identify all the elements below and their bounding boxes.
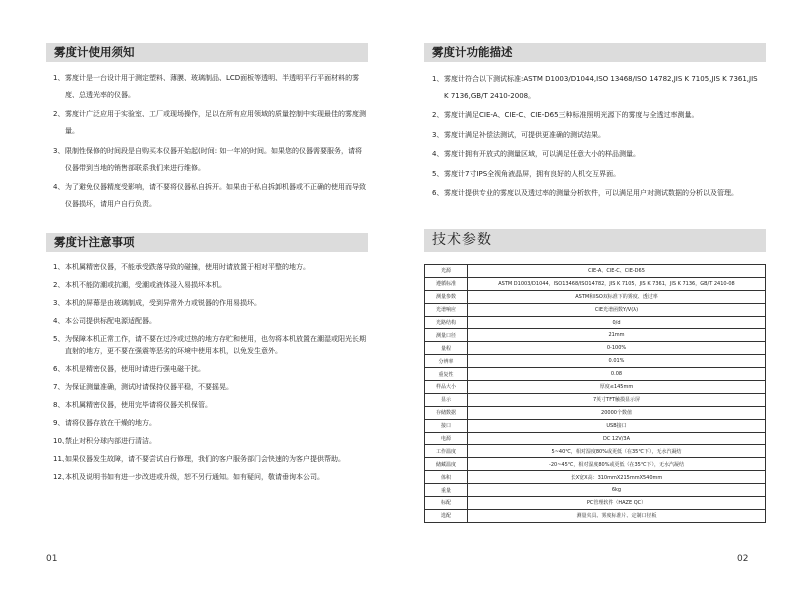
right-page — [397, 0, 793, 598]
item-text: 雾度计提供专业的雾度以及透过率的测量分析软件，可以满足用户对测试数据的分析以及管理。 — [444, 188, 738, 197]
features-list — [432, 71, 760, 204]
spec-key: 光路结构 — [425, 316, 468, 329]
item-text: 雾度计是一台设计用于测定塑料、薄膜、玻璃制品、LCD面板等透明、半透明平行平面材料的雾度、总透光率的仪器。 — [65, 74, 360, 99]
item-text: 雾度计满足CIE-A、CIE-C、CIE-D65三种标准照明光源下的雾度与全透过率测量。 — [444, 111, 699, 120]
list-item — [53, 261, 371, 273]
item-number: 3、 — [53, 299, 65, 307]
spec-key: 工作温度 — [425, 445, 468, 458]
item-number: 8、 — [53, 401, 65, 409]
item-number: 6、 — [53, 365, 65, 373]
spec-key: 样品大小 — [425, 381, 468, 394]
table-row — [425, 277, 766, 290]
item-number: 2、 — [53, 110, 65, 119]
list-item — [53, 453, 371, 465]
item-text: 如果仪器发生故障，请不要尝试自行修理，我们的客户服务部门会快速的为客户提供帮助。 — [65, 455, 345, 463]
notes-list — [53, 261, 371, 489]
spec-value: 测量夹具、雾度标准片、定制口径板 — [468, 509, 766, 522]
spec-key: 光谱响应 — [425, 303, 468, 316]
list-item — [53, 297, 371, 309]
spec-key: 接口 — [425, 419, 468, 432]
item-number: 12、 — [53, 473, 69, 481]
spec-key: 选配 — [425, 509, 468, 522]
spec-key: 分辨率 — [425, 355, 468, 368]
spec-value: -20~45℃，相对湿度80%或更低（在35℃下），无水汽凝结 — [468, 458, 766, 471]
table-row — [425, 303, 766, 316]
list-item — [432, 107, 760, 124]
list-item — [53, 435, 371, 447]
table-row — [425, 458, 766, 471]
list-item — [53, 106, 368, 140]
list-item — [53, 417, 371, 429]
table-row — [425, 445, 766, 458]
page-number: 02 — [737, 554, 749, 564]
spec-key: 测量口径 — [425, 329, 468, 342]
spec-key: 重量 — [425, 484, 468, 497]
item-text: 请将仪器存放在干燥的地方。 — [65, 419, 156, 427]
table-row — [425, 497, 766, 510]
item-number: 11、 — [53, 455, 69, 463]
spec-key: 标配 — [425, 497, 468, 510]
table-row — [425, 406, 766, 419]
table-row — [425, 381, 766, 394]
list-item — [53, 179, 368, 213]
item-text: 雾度计7寸IPS全视角液晶屏，拥有良好的人机交互界面。 — [444, 169, 621, 178]
list-item — [53, 381, 371, 393]
spec-key: 体积 — [425, 471, 468, 484]
item-number: 1、 — [53, 74, 65, 82]
item-number: 1、 — [53, 263, 65, 271]
spec-value: 5~40℃，相对湿度80%或更低（在35℃下），无水汽凝结 — [468, 445, 766, 458]
item-number: 3、 — [432, 130, 444, 139]
list-item — [53, 471, 371, 483]
spec-value: 0/d — [468, 316, 766, 329]
spec-value: PC管理软件（HAZE QC） — [468, 497, 766, 510]
table-row — [425, 393, 766, 406]
spec-value: 21mm — [468, 329, 766, 342]
item-text: 限制性保修的时间段是自购买本仪器开始起(时间: 如一年)的时间。如果您的仪器需要服务，请将仪器带到当地的销售部联系我们来进行维修。 — [65, 146, 363, 172]
table-row — [425, 316, 766, 329]
item-number: 10、 — [53, 437, 69, 445]
list-item — [432, 71, 760, 105]
table-row — [425, 471, 766, 484]
page-number: 01 — [46, 554, 58, 564]
notes-section-title: 雾度计注意事项 — [46, 233, 368, 252]
spec-key: 遵循标准 — [425, 277, 468, 290]
spec-value: 6kg — [468, 484, 766, 497]
specs-section-title: 技术参数 — [424, 229, 766, 252]
features-section-title: 雾度计功能描述 — [424, 43, 766, 62]
spec-key: 储藏温度 — [425, 458, 468, 471]
item-text: 雾度计拥有开放式的测量区域，可以满足任意大小的样品测量。 — [444, 150, 640, 159]
item-text: 本机不能防潮或抗潮，受潮或液体浸入易损坏本机。 — [65, 281, 226, 289]
table-row — [425, 432, 766, 445]
item-text: 雾度计满足补偿法测试，可提供更准确的测试结果。 — [444, 130, 605, 139]
list-item — [432, 127, 760, 144]
table-row — [425, 342, 766, 355]
table-row — [425, 509, 766, 522]
spec-value: 厚度≤145mm — [468, 381, 766, 394]
spec-table — [424, 264, 766, 523]
item-number: 3、 — [53, 146, 65, 155]
list-item — [53, 279, 371, 291]
item-text: 禁止对积分球内部进行清洁。 — [65, 437, 156, 445]
spec-value: CIE-A、CIE-C、CIE-D65 — [468, 265, 766, 278]
item-number: 5、 — [53, 335, 65, 343]
item-text: 雾度计广泛应用于实验室、工厂或现场操作，足以在所有应用领域的质量控制中实现最佳的雾度测量。 — [65, 110, 366, 136]
spec-key: 量程 — [425, 342, 468, 355]
spec-value: CIE光谱函数Y/V(λ) — [468, 303, 766, 316]
spec-value: 0.01% — [468, 355, 766, 368]
item-text: 本机的屏幕是由玻璃制成，受到异常外力或锐器的作用易损坏。 — [65, 299, 261, 307]
item-text: 本机属精密仪器，不能承受跌落导致的碰撞，使用时请放置于相对平整的地方。 — [65, 263, 310, 271]
item-number: 5、 — [432, 169, 444, 178]
spec-value: 0-100% — [468, 342, 766, 355]
spec-value: ASTM D1003/D1044，ISO13468/ISO14782，JIS K 7105，JIS K 7361，JIS K 7136，GB/T 2410-08 — [468, 277, 766, 290]
item-text: 本机及说明书如有进一步改进或升级，恕不另行通知。如有疑问，敬请垂询本公司。 — [65, 473, 324, 481]
item-text: 为保障本机正常工作，请不要在过冷或过热的地方存贮和使用，也勿将本机放置在潮湿或阳光长期直射的地方，更不要在强震等恶劣的环境中使用本机，以免发生意外。 — [65, 335, 366, 355]
spec-value: 7英寸TFT触摸显示屏 — [468, 393, 766, 406]
item-text: 雾度计符合以下测试标准:ASTM D1003/D1044,ISO 13468/ISO 14782,JIS K 7105,JIS K 7361,JIS K 7136,GB/T 2410-2008。 — [444, 75, 758, 100]
spec-key: 重复性 — [425, 368, 468, 381]
item-number: 4、 — [432, 150, 444, 159]
spec-value: 20000个数值 — [468, 406, 766, 419]
spec-value: 0.08 — [468, 368, 766, 381]
item-number: 6、 — [432, 188, 444, 197]
spec-value: ASTM和ISO双标准下的雾度、透过率 — [468, 290, 766, 303]
spec-key: 存储数据 — [425, 406, 468, 419]
left-page — [0, 0, 396, 598]
table-row — [425, 265, 766, 278]
table-row — [425, 290, 766, 303]
table-row — [425, 368, 766, 381]
spec-value: USB接口 — [468, 419, 766, 432]
spec-key: 测量参数 — [425, 290, 468, 303]
list-item — [53, 315, 371, 327]
usage-section-title: 雾度计使用须知 — [46, 43, 368, 62]
list-item — [432, 166, 760, 183]
table-row — [425, 419, 766, 432]
spec-key: 光源 — [425, 265, 468, 278]
item-number: 4、 — [53, 317, 65, 325]
spec-key: 显示 — [425, 393, 468, 406]
table-row — [425, 484, 766, 497]
list-item — [53, 70, 368, 104]
item-number: 7、 — [53, 383, 65, 391]
item-text: 本机是精密仪器，使用时请进行强电磁干扰。 — [65, 365, 205, 373]
item-number: 9、 — [53, 419, 65, 427]
spec-value: DC 12V/3A — [468, 432, 766, 445]
list-item — [432, 146, 760, 163]
list-item — [53, 333, 371, 357]
list-item — [53, 399, 371, 411]
table-row — [425, 329, 766, 342]
item-number: 2、 — [432, 111, 444, 120]
item-text: 为了避免仪器精度受影响，请不要将仪器私自拆开。如果由于私自拆卸机器或不正确的使用而导致仪器损坏，请用户自行负责。 — [65, 183, 366, 209]
item-number: 1、 — [432, 75, 444, 83]
item-text: 为保证测量准确，测试时请保持仪器平稳，不要摇晃。 — [65, 383, 233, 391]
usage-list — [53, 70, 368, 216]
item-text: 本公司提供标配电源适配器。 — [65, 317, 156, 325]
item-text: 本机属精密仪器，使用完毕请将仪器关机保管。 — [65, 401, 212, 409]
list-item — [53, 143, 368, 177]
item-number: 4、 — [53, 183, 65, 192]
spec-key: 电源 — [425, 432, 468, 445]
list-item — [53, 363, 371, 375]
item-number: 2、 — [53, 281, 65, 289]
table-row — [425, 355, 766, 368]
spec-value: 长X宽X高：310mmX215mmX540mm — [468, 471, 766, 484]
list-item — [432, 185, 760, 202]
